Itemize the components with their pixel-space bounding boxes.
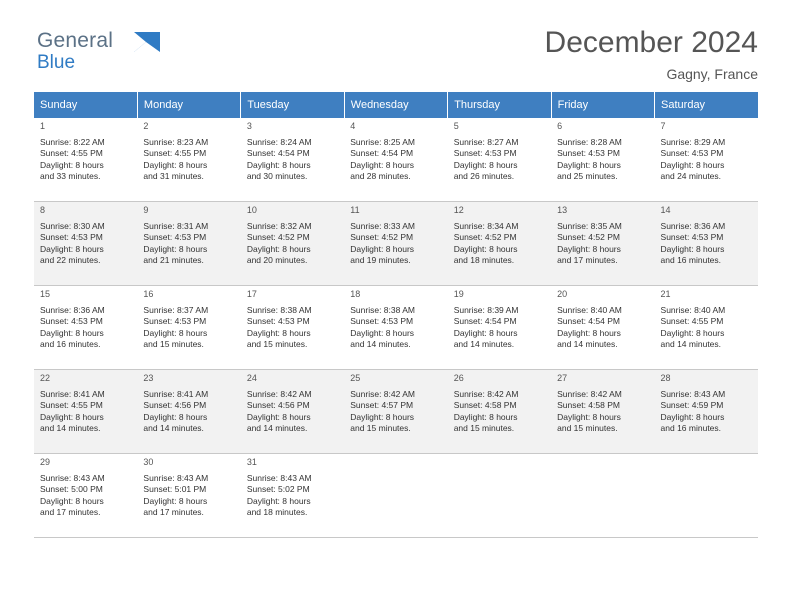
daylight-text-2: and 19 minutes. [350,255,411,266]
daylight-text-1: Daylight: 8 hours [40,243,104,254]
sunset-text: Sunset: 4:58 PM [453,400,517,411]
daylight-text-1: Daylight: 8 hours [143,159,208,170]
day-cell[interactable] [655,202,758,286]
sunset-text: Sunset: 4:54 PM [557,316,620,327]
sunrise-text: Sunrise: 8:27 AM [453,136,519,147]
day-cell[interactable] [241,202,344,286]
daylight-text-1: Daylight: 8 hours [557,243,621,254]
day-cell[interactable] [448,370,551,454]
day-cell[interactable] [241,118,344,202]
day-number: 30 [143,457,154,467]
day-number: 11 [350,205,360,215]
daylight-text-2: and 31 minutes. [143,171,204,182]
daylight-text-2: and 16 minutes. [660,423,722,434]
day-number: 10 [246,205,257,215]
day-number: 27 [557,373,568,383]
weekday-header-wednesday: Wednesday [344,92,447,118]
daylight-text-1: Daylight: 8 hours [143,411,208,422]
daylight-text-1: Daylight: 8 hours [557,327,621,338]
logo-text-blue: Blue [37,52,76,73]
day-number: 24 [246,373,257,383]
daylight-text-2: and 14 minutes. [246,423,308,434]
sunset-text: Sunset: 4:55 PM [660,316,724,327]
daylight-text-1: Daylight: 8 hours [453,159,518,170]
sunset-text: Sunset: 4:53 PM [246,316,310,327]
daylight-text-2: and 33 minutes. [40,171,101,182]
daylight-text-1: Daylight: 8 hours [350,411,415,422]
daylight-text-2: and 15 minutes. [350,423,411,434]
sunset-text: Sunset: 4:56 PM [246,400,310,411]
calendar-week-row [34,454,758,538]
sunset-text: Sunset: 4:55 PM [143,148,207,159]
sunset-text: Sunset: 4:56 PM [143,400,207,411]
day-cell-empty [655,454,758,538]
day-number: 29 [40,457,51,467]
daylight-text-1: Daylight: 8 hours [350,243,415,254]
daylight-text-2: and 20 minutes. [246,255,308,266]
day-cell[interactable] [551,370,654,454]
sunrise-text: Sunrise: 8:23 AM [143,136,209,147]
daylight-text-1: Daylight: 8 hours [143,495,208,506]
day-number: 16 [143,289,154,299]
sunrise-text: Sunrise: 8:36 AM [40,304,105,315]
sunrise-text: Sunrise: 8:38 AM [350,304,415,315]
sunrise-text: Sunrise: 8:31 AM [143,220,209,231]
day-cell[interactable] [344,370,447,454]
daylight-text-2: and 18 minutes. [453,255,515,266]
day-cell[interactable] [344,202,447,286]
day-cell[interactable] [241,286,344,370]
day-number: 23 [143,373,154,383]
day-number: 25 [350,373,361,383]
weekday-header-saturday: Saturday [655,92,758,118]
daylight-text-2: and 26 minutes. [453,171,515,182]
logo-text-general: General [37,29,114,52]
blue-flag-icon [132,30,162,56]
daylight-text-2: and 14 minutes. [143,423,204,434]
sunset-text: Sunset: 4:53 PM [143,232,207,243]
sunrise-text: Sunrise: 8:42 AM [350,388,415,399]
day-cell[interactable] [34,370,137,454]
sunrise-text: Sunrise: 8:40 AM [557,304,622,315]
logo[interactable] [37,30,237,86]
sunset-text: Sunset: 4:53 PM [40,232,103,243]
day-cell[interactable] [448,118,551,202]
day-cell[interactable] [34,286,137,370]
daylight-text-2: and 24 minutes. [660,171,722,182]
day-number: 31 [246,457,257,467]
sunrise-text: Sunrise: 8:42 AM [453,388,519,399]
daylight-text-2: and 21 minutes. [143,255,204,266]
sunrise-text: Sunrise: 8:36 AM [660,220,726,231]
sunset-text: Sunset: 4:54 PM [453,316,517,327]
day-cell[interactable] [551,286,654,370]
day-cell[interactable] [448,286,551,370]
day-cell-empty [551,454,654,538]
daylight-text-2: and 25 minutes. [557,171,618,182]
day-cell[interactable] [655,118,758,202]
calendar-week-row [34,202,758,286]
sunset-text: Sunset: 4:55 PM [40,148,103,159]
sunrise-text: Sunrise: 8:29 AM [660,136,726,147]
day-number: 5 [453,121,459,131]
calendar-header-row [34,92,758,118]
daylight-text-1: Daylight: 8 hours [557,159,621,170]
sunset-text: Sunset: 5:02 PM [246,484,310,495]
weekday-header-tuesday: Tuesday [241,92,344,118]
daylight-text-2: and 28 minutes. [350,171,411,182]
daylight-text-1: Daylight: 8 hours [660,411,725,422]
day-number: 21 [660,289,671,299]
daylight-text-2: and 15 minutes. [453,423,515,434]
sunrise-text: Sunrise: 8:41 AM [143,388,209,399]
sunrise-text: Sunrise: 8:24 AM [246,136,312,147]
sunset-text: Sunset: 4:59 PM [660,400,724,411]
daylight-text-2: and 14 minutes. [557,339,618,350]
sunrise-text: Sunrise: 8:39 AM [453,304,519,315]
sunrise-text: Sunrise: 8:38 AM [246,304,312,315]
daylight-text-2: and 14 minutes. [453,339,515,350]
daylight-text-1: Daylight: 8 hours [453,411,518,422]
day-cell[interactable] [137,454,240,538]
day-cell[interactable] [551,202,654,286]
sunrise-text: Sunrise: 8:32 AM [246,220,312,231]
weekday-header-monday: Monday [137,92,240,118]
sunset-text: Sunset: 4:52 PM [453,232,517,243]
daylight-text-2: and 18 minutes. [246,507,308,518]
page-header [34,0,758,92]
daylight-text-1: Daylight: 8 hours [246,495,311,506]
sunset-text: Sunset: 4:52 PM [557,232,620,243]
sunrise-text: Sunrise: 8:28 AM [557,136,622,147]
daylight-text-1: Daylight: 8 hours [143,327,208,338]
day-cell[interactable] [34,454,137,538]
day-cell[interactable] [344,118,447,202]
daylight-text-1: Daylight: 8 hours [660,243,725,254]
sunset-text: Sunset: 4:55 PM [40,400,103,411]
day-cell[interactable] [241,370,344,454]
daylight-text-1: Daylight: 8 hours [557,411,621,422]
sunset-text: Sunset: 4:52 PM [350,232,414,243]
day-number: 15 [40,289,51,299]
title-block [545,26,758,82]
weekday-header-thursday: Thursday [448,92,551,118]
day-number: 17 [246,289,257,299]
day-cell-empty [344,454,447,538]
day-cell[interactable] [344,286,447,370]
sunrise-text: Sunrise: 8:37 AM [143,304,209,315]
calendar-week-row [34,370,758,454]
day-number: 14 [660,205,671,215]
daylight-text-1: Daylight: 8 hours [660,327,725,338]
daylight-text-2: and 17 minutes. [40,507,101,518]
sunset-text: Sunset: 4:53 PM [557,148,620,159]
page-title: December 2024 [544,26,758,59]
sunrise-text: Sunrise: 8:43 AM [40,472,105,483]
day-number: 1 [40,121,46,131]
daylight-text-2: and 17 minutes. [143,507,204,518]
sunrise-text: Sunrise: 8:30 AM [40,220,105,231]
day-cell[interactable] [655,370,758,454]
daylight-text-1: Daylight: 8 hours [40,411,104,422]
sunset-text: Sunset: 4:58 PM [557,400,620,411]
sunrise-text: Sunrise: 8:33 AM [350,220,415,231]
day-cell[interactable] [34,202,137,286]
day-number: 19 [453,289,464,299]
daylight-text-1: Daylight: 8 hours [246,159,311,170]
day-cell[interactable] [137,118,240,202]
day-number: 6 [557,121,563,131]
day-number: 18 [350,289,361,299]
daylight-text-1: Daylight: 8 hours [246,327,311,338]
day-number: 2 [143,121,149,131]
daylight-text-2: and 30 minutes. [246,171,308,182]
day-cell[interactable] [655,286,758,370]
day-cell[interactable] [551,118,654,202]
sunrise-text: Sunrise: 8:42 AM [557,388,622,399]
day-cell[interactable] [137,370,240,454]
daylight-text-2: and 22 minutes. [40,255,101,266]
daylight-text-2: and 14 minutes. [350,339,411,350]
day-number: 28 [660,373,671,383]
sunrise-text: Sunrise: 8:35 AM [557,220,622,231]
day-number: 20 [557,289,568,299]
daylight-text-1: Daylight: 8 hours [40,327,104,338]
location-label: Gagny, France [666,66,758,82]
daylight-text-2: and 17 minutes. [557,255,618,266]
day-cell[interactable] [34,118,137,202]
day-cell[interactable] [137,202,240,286]
daylight-text-1: Daylight: 8 hours [453,327,518,338]
calendar-week-row [34,118,758,202]
sunrise-text: Sunrise: 8:42 AM [246,388,312,399]
sunset-text: Sunset: 4:53 PM [660,232,724,243]
sunrise-text: Sunrise: 8:25 AM [350,136,415,147]
weekday-header-sunday: Sunday [34,92,137,118]
day-number: 3 [246,121,252,131]
sunset-text: Sunset: 4:53 PM [350,316,414,327]
sunrise-text: Sunrise: 8:34 AM [453,220,519,231]
day-number: 26 [453,373,464,383]
sunrise-text: Sunrise: 8:43 AM [246,472,312,483]
sunrise-text: Sunrise: 8:40 AM [660,304,726,315]
sunset-text: Sunset: 4:53 PM [40,316,103,327]
daylight-text-1: Daylight: 8 hours [660,159,725,170]
daylight-text-1: Daylight: 8 hours [246,411,311,422]
day-cell[interactable] [448,202,551,286]
sunrise-text: Sunrise: 8:43 AM [143,472,209,483]
day-number: 8 [40,205,46,215]
calendar-week-row [34,286,758,370]
sunrise-text: Sunrise: 8:43 AM [660,388,726,399]
day-number: 7 [660,121,666,131]
day-cell[interactable] [137,286,240,370]
daylight-text-2: and 16 minutes. [40,339,101,350]
daylight-text-1: Daylight: 8 hours [453,243,518,254]
sunset-text: Sunset: 4:54 PM [246,148,310,159]
daylight-text-2: and 14 minutes. [660,339,722,350]
daylight-text-2: and 15 minutes. [557,423,618,434]
day-cell-empty [448,454,551,538]
sunset-text: Sunset: 4:52 PM [246,232,310,243]
daylight-text-1: Daylight: 8 hours [350,327,415,338]
day-number: 12 [453,205,464,215]
day-number: 4 [350,121,356,131]
day-number: 22 [40,373,51,383]
daylight-text-1: Daylight: 8 hours [246,243,311,254]
sunset-text: Sunset: 4:54 PM [350,148,414,159]
sunrise-text: Sunrise: 8:41 AM [40,388,105,399]
sunset-text: Sunset: 4:53 PM [143,316,207,327]
sunrise-text: Sunrise: 8:22 AM [40,136,105,147]
daylight-text-2: and 15 minutes. [246,339,308,350]
sunset-text: Sunset: 4:57 PM [350,400,414,411]
daylight-text-2: and 15 minutes. [143,339,204,350]
sunset-text: Sunset: 4:53 PM [453,148,517,159]
daylight-text-1: Daylight: 8 hours [40,159,104,170]
daylight-text-2: and 16 minutes. [660,255,722,266]
weekday-header-friday: Friday [551,92,654,118]
sunset-text: Sunset: 5:00 PM [40,484,103,495]
daylight-text-2: and 14 minutes. [40,423,101,434]
sunset-text: Sunset: 5:01 PM [143,484,207,495]
daylight-text-1: Daylight: 8 hours [40,495,104,506]
day-cell[interactable] [241,454,344,538]
daylight-text-1: Daylight: 8 hours [143,243,208,254]
sunset-text: Sunset: 4:53 PM [660,148,724,159]
daylight-text-1: Daylight: 8 hours [350,159,415,170]
day-number: 9 [143,205,149,215]
calendar-table [34,92,758,538]
day-number: 13 [557,205,568,215]
